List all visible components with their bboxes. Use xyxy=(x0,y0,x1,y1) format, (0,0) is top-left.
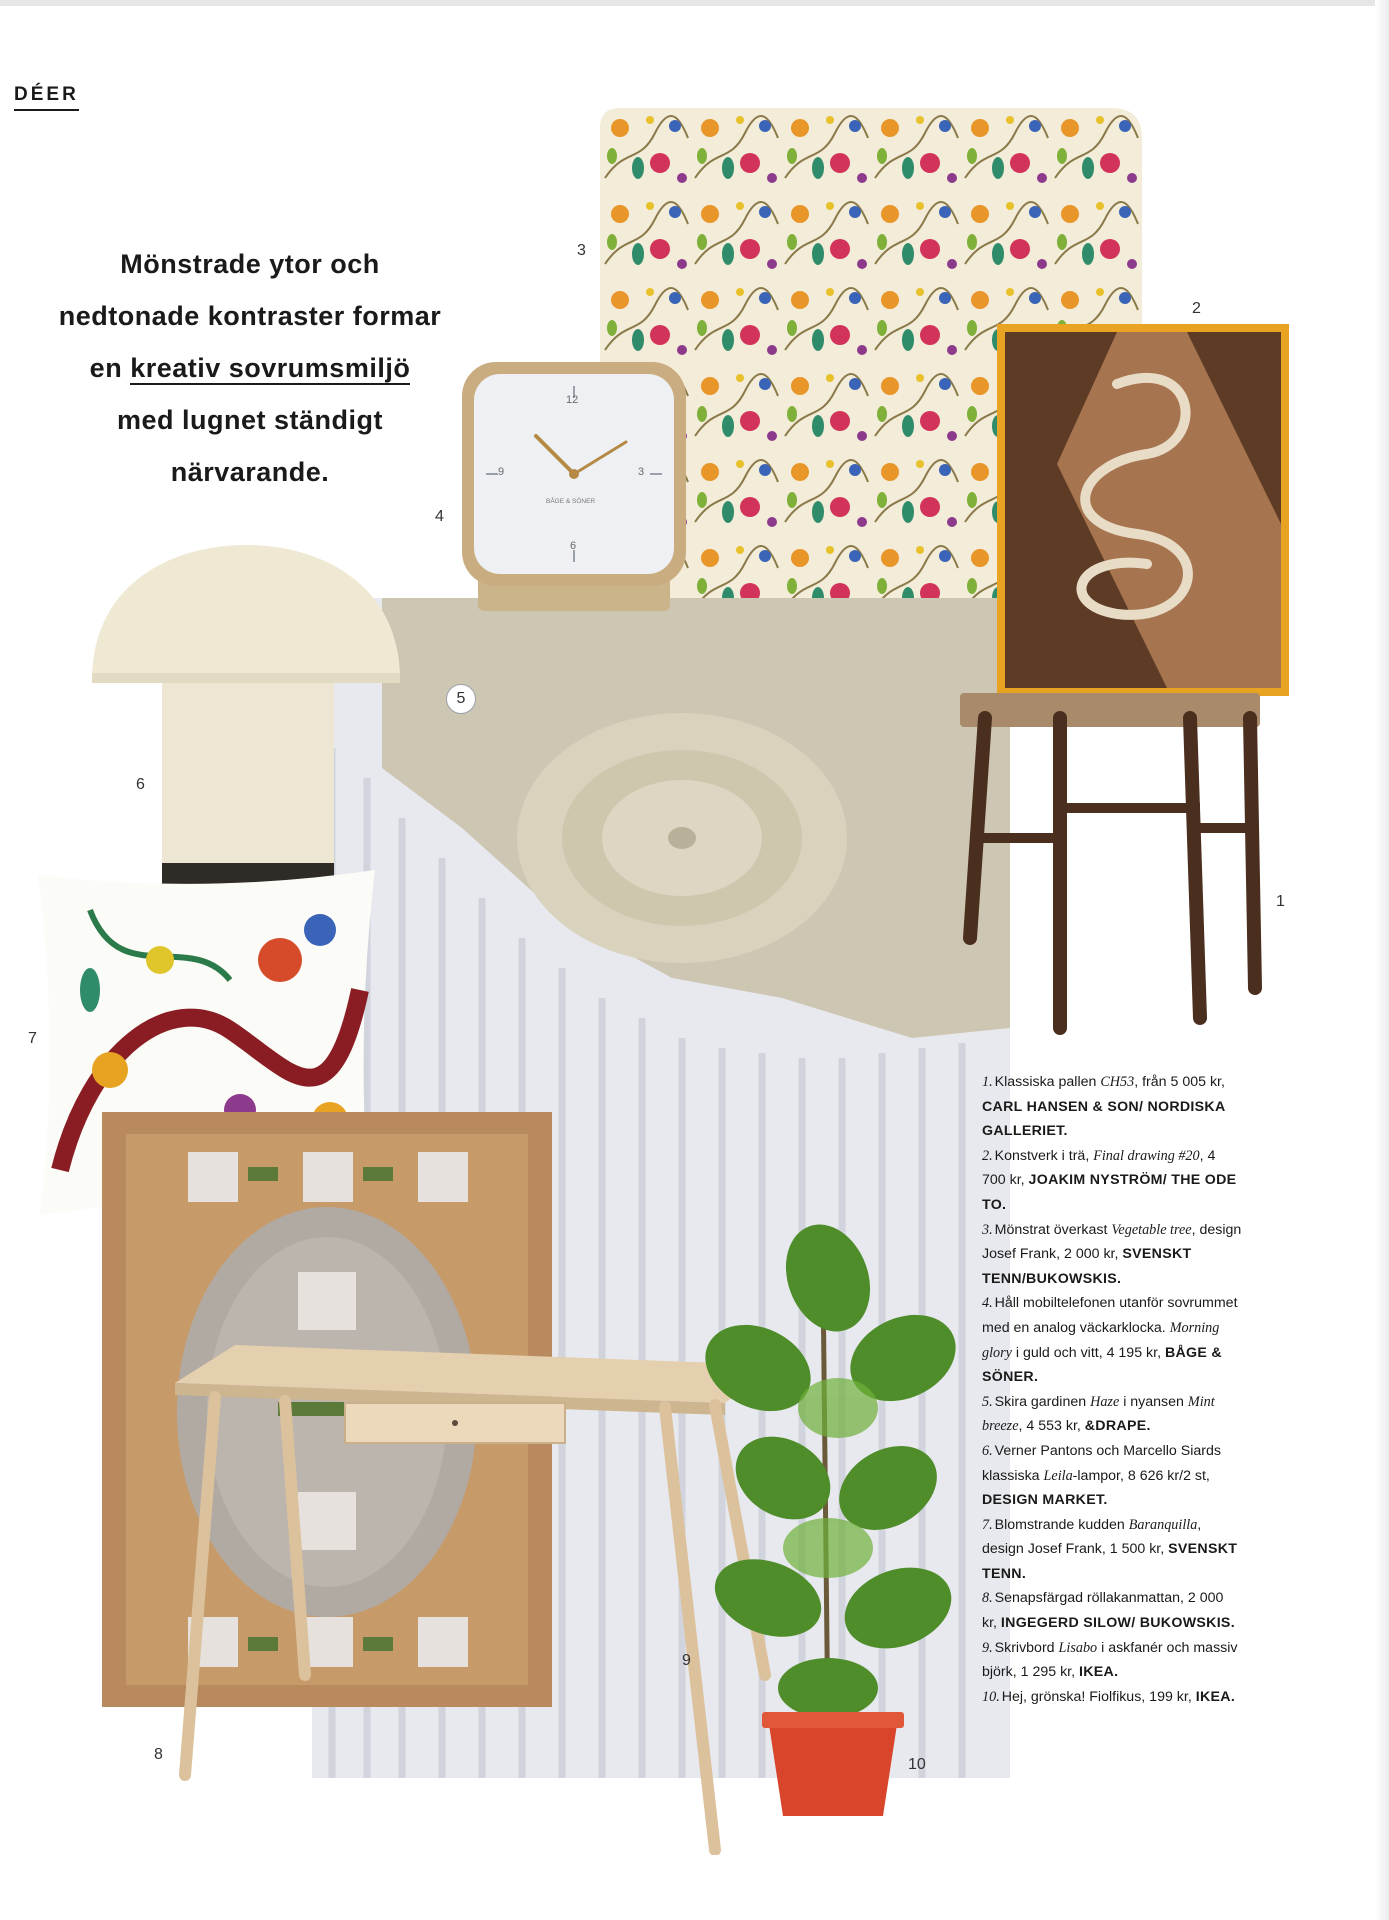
caption-text: Konstverk i trä, xyxy=(994,1147,1094,1164)
clock-numeral-3: 3 xyxy=(638,466,645,478)
caption-product: CH53 xyxy=(1100,1074,1135,1090)
headline-underlined: kreativ sovrumsmiljö xyxy=(130,353,411,383)
caption-text: , 4 553 kr, xyxy=(1018,1418,1085,1435)
caption-3 xyxy=(982,1218,1242,1292)
caption-num: 10. xyxy=(982,1688,1000,1705)
caption-text: i nyansen xyxy=(1119,1393,1188,1410)
caption-text: , design Josef Frank, 1 500 kr, xyxy=(982,1516,1202,1558)
caption-brand: BÅGE & SÖNER. xyxy=(982,1344,1222,1386)
caption-1 xyxy=(982,1070,1242,1144)
caption-text: -lampor, 8 626 kr/2 st, xyxy=(1072,1467,1210,1484)
caption-text: , från 5 005 kr, xyxy=(1134,1074,1225,1090)
caption-brand: SVENSKT TENN/BUKOWSKIS. xyxy=(982,1246,1192,1287)
product-number-10: 10 xyxy=(908,1756,926,1773)
product-number-3: 3 xyxy=(577,242,586,259)
caption-brand: &DRAPE. xyxy=(1084,1418,1151,1435)
headline-line-3 xyxy=(50,342,450,394)
caption-text: Klassiska pallen xyxy=(994,1074,1101,1090)
caption-text: i askfanér och massiv björk, 1 295 kr, xyxy=(982,1639,1238,1681)
caption-product: Baranquilla xyxy=(1128,1516,1198,1533)
caption-brand: INGEGERD SILOW/ BUKOWSKIS. xyxy=(1000,1615,1235,1632)
caption-num: 2. xyxy=(982,1147,993,1164)
caption-num: 9. xyxy=(982,1639,993,1656)
wood-artwork-image xyxy=(997,324,1289,696)
caption-num: 4. xyxy=(982,1295,993,1312)
caption-10 xyxy=(982,1685,1242,1710)
caption-num: 6. xyxy=(982,1442,993,1459)
product-captions xyxy=(982,1070,1242,1709)
caption-num: 3. xyxy=(982,1221,993,1238)
caption-2 xyxy=(982,1144,1242,1218)
headline-word: en xyxy=(89,353,123,383)
caption-product: Final drawing #20 xyxy=(1093,1147,1200,1164)
caption-product: Morning glory xyxy=(982,1319,1220,1361)
section-label: DÉER xyxy=(14,84,79,111)
product-number-5: 5 xyxy=(456,690,466,707)
caption-4 xyxy=(982,1291,1242,1389)
stool-image xyxy=(940,688,1280,1040)
caption-text: Håll mobiltelefonen utanför sovrummet med en analog väckarklocka. xyxy=(982,1295,1238,1336)
caption-5 xyxy=(982,1390,1242,1439)
caption-text: Verner Pantons och Marcello Siards klassiska xyxy=(982,1442,1221,1484)
caption-product: Mint breeze xyxy=(982,1393,1215,1435)
product-number-5-badge xyxy=(446,684,476,714)
caption-brand: CARL HANSEN & SON/ NORDISKA GALLERIET. xyxy=(982,1098,1225,1140)
caption-num: 5. xyxy=(982,1393,993,1410)
clock-numeral-6: 6 xyxy=(570,540,577,552)
product-number-4: 4 xyxy=(435,508,444,525)
caption-product: Haze xyxy=(1090,1393,1120,1410)
caption-text: Mönstrat överkast xyxy=(994,1221,1112,1238)
caption-9 xyxy=(982,1636,1242,1685)
caption-product: Leila xyxy=(1043,1467,1073,1484)
headline xyxy=(50,238,450,498)
clock-numeral-12: 12 xyxy=(566,394,579,406)
headline-line-4: med lugnet ständigt xyxy=(117,405,383,435)
caption-brand: SVENSKT TENN. xyxy=(982,1541,1238,1582)
page-edge-shadow xyxy=(1375,0,1389,1920)
product-number-6: 6 xyxy=(136,776,145,793)
headline-line-5: närvarande. xyxy=(170,457,330,487)
caption-text: , design Josef Frank, 2 000 kr, xyxy=(982,1221,1242,1263)
caption-text: Hej, grönska! Fiolfikus, 199 kr, xyxy=(1001,1688,1196,1705)
product-number-7: 7 xyxy=(28,1030,37,1047)
caption-num: 1. xyxy=(982,1074,993,1090)
product-number-9: 9 xyxy=(682,1652,691,1669)
caption-product: Lisabo xyxy=(1058,1639,1098,1656)
plant-image xyxy=(688,1218,970,1818)
caption-text: Skira gardinen xyxy=(994,1393,1091,1410)
clock-numeral-9: 9 xyxy=(498,466,505,478)
caption-brand: IKEA. xyxy=(1195,1688,1236,1705)
caption-text: , 4 700 kr, xyxy=(982,1147,1216,1189)
caption-num: 7. xyxy=(982,1516,993,1533)
alarm-clock-image xyxy=(458,358,690,614)
caption-text: i guld och vitt, 4 195 kr, xyxy=(1011,1344,1165,1361)
caption-text: Blomstrande kudden xyxy=(994,1516,1129,1533)
product-number-2: 2 xyxy=(1192,300,1201,317)
caption-brand: DESIGN MARKET. xyxy=(982,1492,1108,1509)
caption-text: Senapsfärgad röllakanmattan, 2 000 kr, xyxy=(982,1590,1224,1632)
caption-8 xyxy=(982,1586,1242,1635)
caption-num: 8. xyxy=(982,1590,993,1607)
caption-6 xyxy=(982,1439,1242,1513)
product-number-1: 1 xyxy=(1276,893,1285,910)
headline-line-2: nedtonade kontraster formar xyxy=(58,301,442,331)
caption-product: Vegetable tree xyxy=(1111,1221,1192,1238)
caption-7 xyxy=(982,1513,1242,1587)
caption-brand: JOAKIM NYSTRÖM/ THE ODE TO. xyxy=(982,1172,1237,1213)
clock-brand: BÅGE & SÖNER xyxy=(546,498,596,505)
caption-brand: IKEA. xyxy=(1079,1664,1119,1681)
page-top-bar xyxy=(0,0,1389,6)
lamp-image xyxy=(90,545,402,890)
headline-line-1: Mönstrade ytor och xyxy=(120,249,380,279)
caption-text: Skrivbord xyxy=(994,1639,1059,1656)
product-number-8: 8 xyxy=(154,1746,163,1763)
